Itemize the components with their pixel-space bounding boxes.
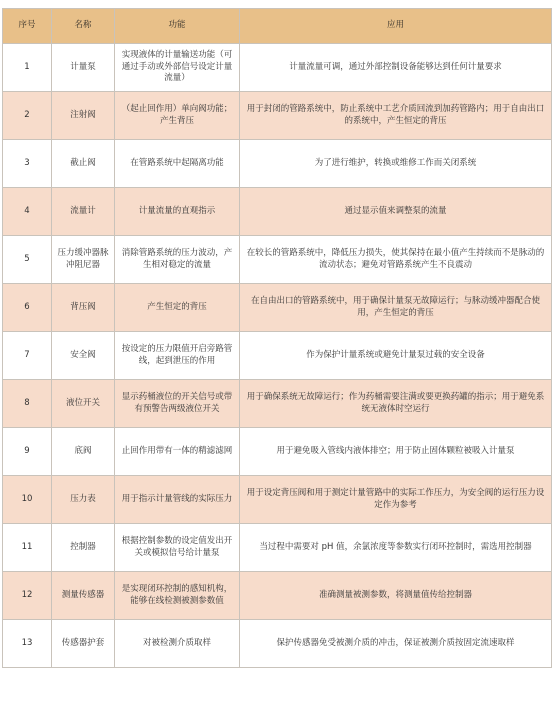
table-row — [3, 236, 552, 284]
row-function: 用于指示计量管线的实际压力 — [115, 476, 240, 524]
row-number: 8 — [3, 380, 52, 428]
row-function: 根据控制参数的设定值发出开关或模拟信号给计量泵 — [115, 524, 240, 572]
row-number: 13 — [3, 620, 52, 668]
table-row — [3, 44, 552, 92]
row-function: 产生恒定的背压 — [115, 284, 240, 332]
row-application: 当过程中需要对 pH 值，余氯浓度等参数实行闭环控制时，需选用控制器 — [240, 524, 552, 572]
row-application: 通过显示值来调整泵的流量 — [240, 188, 552, 236]
header-application: 应用 — [240, 9, 552, 44]
row-number: 9 — [3, 428, 52, 476]
row-number: 4 — [3, 188, 52, 236]
metering-components-table — [2, 8, 552, 668]
table-row — [3, 188, 552, 236]
row-application: 用于避免吸入管线内液体排空；用于防止固体颗粒被吸入计量泵 — [240, 428, 552, 476]
row-name: 流量计 — [52, 188, 115, 236]
row-function: （起止回作用）单向阀功能；产生背压 — [115, 92, 240, 140]
row-application: 在较长的管路系统中，降低压力损失，使其保持在最小值产生持续而不是脉动的流动状态；避免对管路系统产生不良震动 — [240, 236, 552, 284]
row-name: 液位开关 — [52, 380, 115, 428]
row-name: 计量泵 — [52, 44, 115, 92]
row-number: 7 — [3, 332, 52, 380]
row-name: 控制器 — [52, 524, 115, 572]
table-row — [3, 140, 552, 188]
row-function: 显示药桶液位的开关信号或带有预警告两级液位开关 — [115, 380, 240, 428]
row-number: 10 — [3, 476, 52, 524]
row-function: 止回作用带有一体的精滤滤网 — [115, 428, 240, 476]
table-row — [3, 572, 552, 620]
header-row — [3, 9, 552, 44]
row-name: 压力表 — [52, 476, 115, 524]
row-name: 截止阀 — [52, 140, 115, 188]
row-number: 5 — [3, 236, 52, 284]
row-function: 对被检测介质取样 — [115, 620, 240, 668]
row-name: 安全阀 — [52, 332, 115, 380]
row-application: 用于确保系统无故障运行；作为药桶需要注满或要更换药罐的指示；用于避免系统无液体时空运行 — [240, 380, 552, 428]
row-name: 背压阀 — [52, 284, 115, 332]
row-number: 3 — [3, 140, 52, 188]
row-name: 注射阀 — [52, 92, 115, 140]
table-row — [3, 92, 552, 140]
row-number: 6 — [3, 284, 52, 332]
table-header — [3, 9, 552, 44]
row-application: 作为保护计量系统或避免计量泵过载的安全设备 — [240, 332, 552, 380]
row-application: 准确测量被测参数，将测量值传给控制器 — [240, 572, 552, 620]
header-function: 功能 — [115, 9, 240, 44]
row-name: 底阀 — [52, 428, 115, 476]
row-function: 实现液体的计量输送功能（可通过手动或外部信号设定计量流量） — [115, 44, 240, 92]
row-number: 1 — [3, 44, 52, 92]
table-row — [3, 620, 552, 668]
table-body — [3, 44, 552, 668]
row-application: 计量流量可调，通过外部控制设备能够达到任何计量要求 — [240, 44, 552, 92]
row-application: 在自由出口的管路系统中，用于确保计量泵无故障运行；与脉动缓冲器配合使用，产生恒定的背压 — [240, 284, 552, 332]
row-number: 2 — [3, 92, 52, 140]
table-row — [3, 476, 552, 524]
header-name: 名称 — [52, 9, 115, 44]
row-name: 压力缓冲器脉冲阻尼器 — [52, 236, 115, 284]
row-number: 11 — [3, 524, 52, 572]
row-name: 传感器护套 — [52, 620, 115, 668]
row-application: 用于封闭的管路系统中，防止系统中工艺介质回流到加药管路内；用于自由出口的系统中，产生恒定的背压 — [240, 92, 552, 140]
table-row — [3, 332, 552, 380]
row-application: 为了进行维护，转换或维修工作而关闭系统 — [240, 140, 552, 188]
table-row — [3, 380, 552, 428]
table-row — [3, 284, 552, 332]
row-function: 是实现闭环控制的感知机构，能够在线检测被测参数值 — [115, 572, 240, 620]
row-number: 12 — [3, 572, 52, 620]
row-application: 用于设定背压阀和用于测定计量管路中的实际工作压力，为安全阀的运行压力设定作为参考 — [240, 476, 552, 524]
table-row — [3, 524, 552, 572]
table-row — [3, 428, 552, 476]
component-table-container — [2, 8, 551, 668]
row-function: 在管路系统中起隔离功能 — [115, 140, 240, 188]
row-function: 消除管路系统的压力波动，产生相对稳定的流量 — [115, 236, 240, 284]
row-name: 测量传感器 — [52, 572, 115, 620]
row-application: 保护传感器免受被测介质的冲击，保证被测介质按固定流速取样 — [240, 620, 552, 668]
row-function: 计量流量的直观指示 — [115, 188, 240, 236]
row-function: 按设定的压力限值开启旁路管线，起到泄压的作用 — [115, 332, 240, 380]
header-no: 序号 — [3, 9, 52, 44]
